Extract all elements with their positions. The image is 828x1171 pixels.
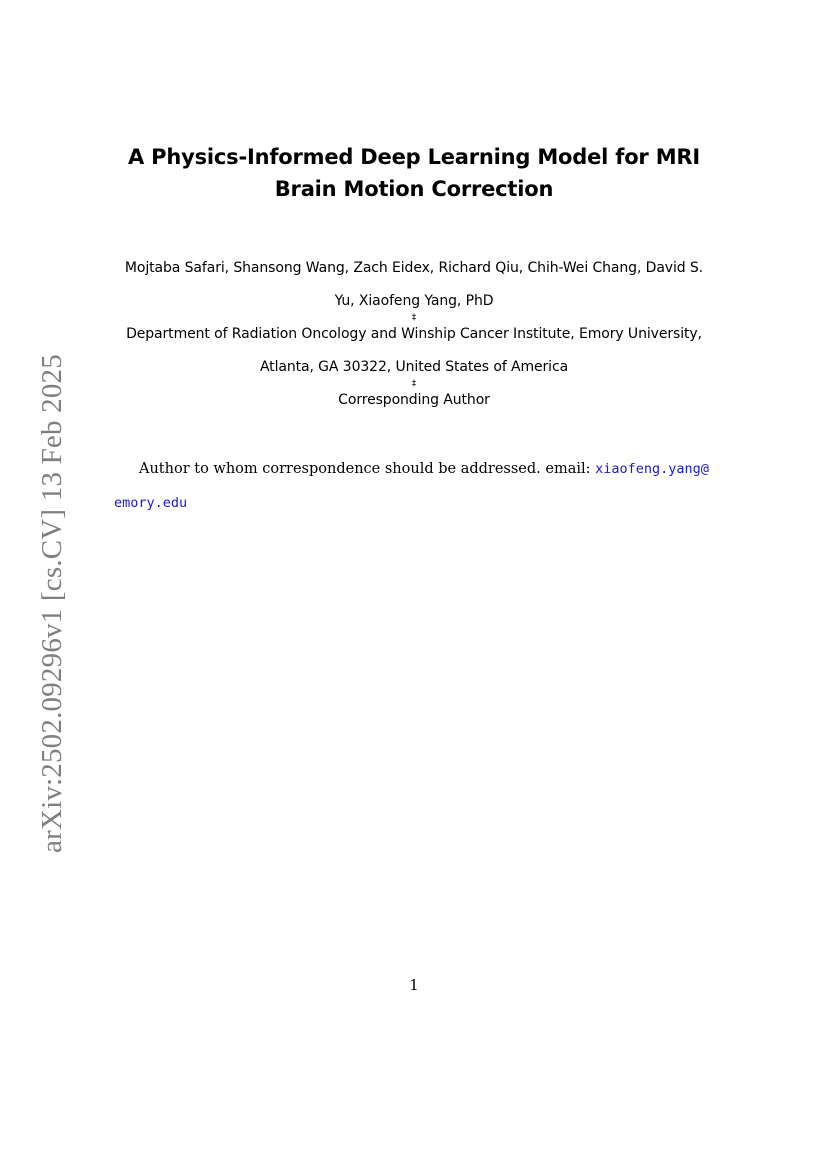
paper-title	[114, 141, 714, 205]
arxiv-identifier-stamp: arXiv:2502.09296v1 [cs.CV] 13 Feb 2025	[36, 354, 68, 853]
corresponding-note-label: Corresponding Author	[338, 392, 490, 408]
title-line-1: A Physics-Informed Deep Learning Model for MRI	[128, 145, 700, 169]
corresponding-author-note: ‡ Corresponding Author	[100, 384, 728, 417]
affiliation-line-2: Atlanta, GA 30322, United States of America	[259, 359, 569, 375]
correspondence-paragraph	[114, 452, 724, 520]
affiliation-line-1: Department of Radiation Oncology and Winship Cancer Institute, Emory University,	[126, 326, 702, 342]
author-list-line-2-text: Yu, Xiaofeng Yang, PhD	[334, 293, 494, 309]
author-list-line-2: Yu, Xiaofeng Yang, PhD ‡	[100, 285, 728, 318]
correspondence-line-2	[114, 486, 724, 520]
title-line-2: Brain Motion Correction	[274, 177, 554, 201]
email-link-part-1[interactable]: xiaofeng.yang@	[595, 461, 709, 477]
author-block	[100, 252, 728, 417]
page-number: 1	[409, 976, 419, 994]
correspondence-text: Author to whom correspondence should be addressed. email:	[139, 461, 596, 477]
author-list-line-1: Mojtaba Safari, Shansong Wang, Zach Eidex, Richard Qiu, Chih-Wei Chang, David S.	[124, 260, 704, 276]
correspondence-line-1	[114, 452, 724, 486]
email-link-part-2[interactable]: emory.edu	[114, 495, 188, 511]
